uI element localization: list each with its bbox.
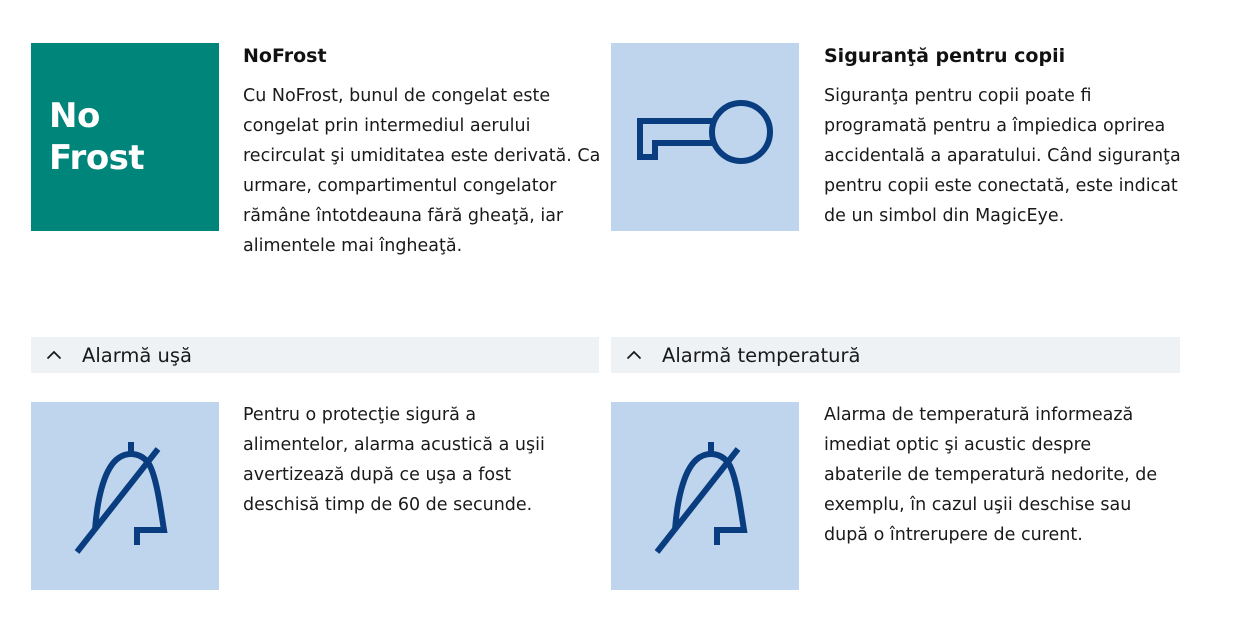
temp-alarm-description: Alarma de temperatură informează imediat optic şi acustic despre abaterile de temperatură nedorite, de exemplu, în cazul uşii deschise sau după o întrerupere de curent. — [824, 405, 1158, 545]
temp-alarm-label: Alarmă temperatură — [662, 343, 861, 367]
nofrost-title: NoFrost — [243, 45, 327, 67]
chevron-up-icon[interactable] — [617, 337, 651, 373]
chevron-up-icon[interactable] — [37, 337, 71, 373]
nofrost-logo-line2: Frost — [49, 138, 145, 178]
bell-off-icon — [31, 402, 219, 590]
key-icon — [611, 43, 799, 231]
door-alarm-label: Alarmă uşă — [82, 343, 192, 367]
child-lock-description: Siguranţa pentru copii poate fi programată pentru a împiedica oprirea accidentală a aparatului. Când siguranţa pentru copii este conectată, este indicat de un simbol din MagicEye. — [824, 86, 1181, 226]
door-alarm-description: Pentru o protecţie sigură a alimentelor, alarma acustică a uşii avertizează după ce uşa a fost deschisă timp de 60 de secunde. — [243, 405, 545, 515]
nofrost-description: Cu NoFrost, bunul de congelat este congelat prin intermediul aerului recirculat şi umiditatea este derivată. Ca urmare, compartimentul congelator rămâne întotdeauna fără gheaţă, iar alimentele mai îngheaţă. — [243, 86, 601, 256]
temp-alarm-header[interactable] — [611, 337, 1180, 373]
nofrost-logo-line1: No — [49, 96, 100, 136]
child-lock-title: Siguranţă pentru copii — [824, 45, 1066, 67]
nofrost-logo — [31, 43, 219, 231]
door-alarm-header[interactable] — [31, 337, 599, 373]
bell-off-icon — [611, 402, 799, 590]
